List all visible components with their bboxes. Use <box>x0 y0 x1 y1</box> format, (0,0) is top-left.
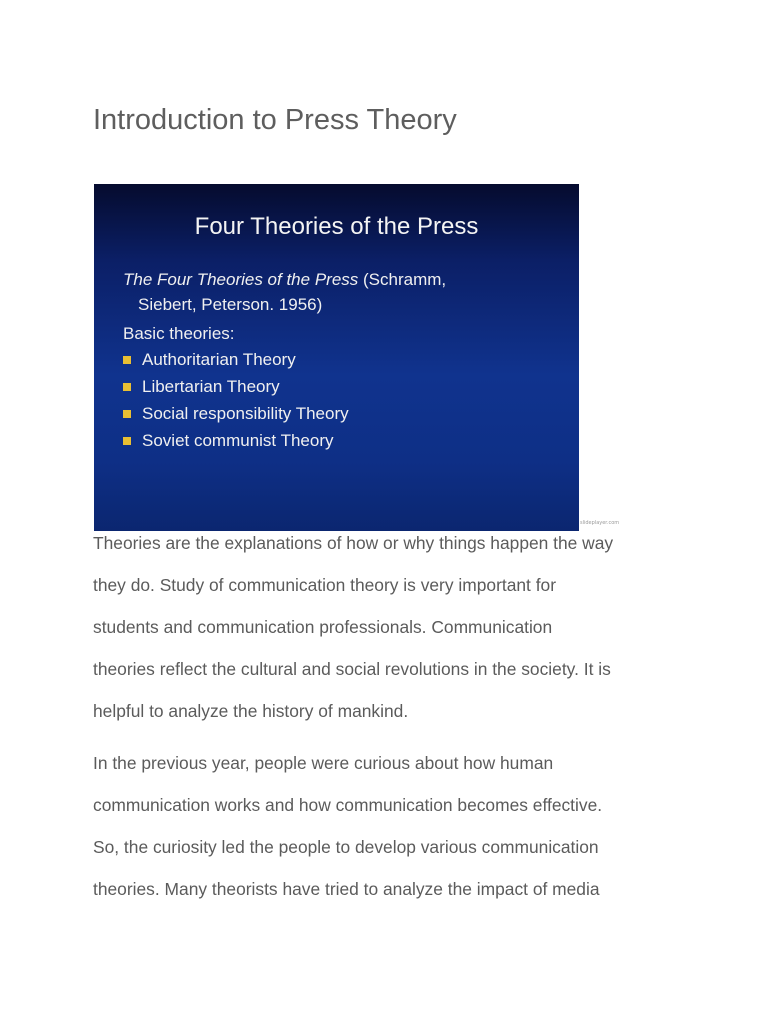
slide-citation-continued: Siebert, Peterson. 1956) <box>138 295 323 314</box>
paragraph-line: Theories are the explanations of how or why things happen the way <box>93 533 614 553</box>
page-title: Introduction to Press Theory <box>93 104 457 136</box>
paragraph-line: theories reflect the cultural and social revolutions in the society. It is <box>93 659 611 679</box>
paragraph-line: they do. Study of communication theory is very important for <box>93 575 556 595</box>
body-paragraph <box>93 522 683 732</box>
paragraph-line: In the previous year, people were curious about how human <box>93 753 554 773</box>
slide-theory-label: Soviet communist Theory <box>142 431 334 450</box>
slide-body <box>123 267 446 454</box>
slide-citation-book-title: The Four Theories of the Press <box>123 270 359 289</box>
bullet-square-icon <box>123 383 131 391</box>
slide-theory-item <box>123 346 446 373</box>
slide-citation-authors: (Schramm, <box>358 270 447 289</box>
slide-theory-item <box>123 427 446 454</box>
body-paragraph <box>93 742 683 910</box>
slide-heading: Four Theories of the Press <box>194 213 479 240</box>
slide-basic-theories-label: Basic theories: <box>123 324 235 343</box>
slide-theory-list <box>123 346 446 454</box>
slide-theory-label: Libertarian Theory <box>142 377 280 396</box>
paragraph-line: students and communication professionals. Communication <box>93 617 553 637</box>
bullet-square-icon <box>123 437 131 445</box>
slide-citation <box>123 267 446 317</box>
paragraph-line: communication works and how communication becomes effective. <box>93 795 603 815</box>
slide-theory-label: Social responsibility Theory <box>142 404 349 423</box>
paragraph-line: theories. Many theorists have tried to analyze the impact of media <box>93 879 600 899</box>
slide-watermark: slideplayer.com <box>580 520 620 526</box>
paragraph-line: helpful to analyze the history of mankind. <box>93 701 409 721</box>
slide-theory-item <box>123 373 446 400</box>
slide-theory-item <box>123 400 446 427</box>
slide-theory-label: Authoritarian Theory <box>142 350 296 369</box>
bullet-square-icon <box>123 410 131 418</box>
slide-image <box>94 184 579 531</box>
bullet-square-icon <box>123 356 131 364</box>
paragraph-line: So, the curiosity led the people to develop various communication <box>93 837 599 857</box>
